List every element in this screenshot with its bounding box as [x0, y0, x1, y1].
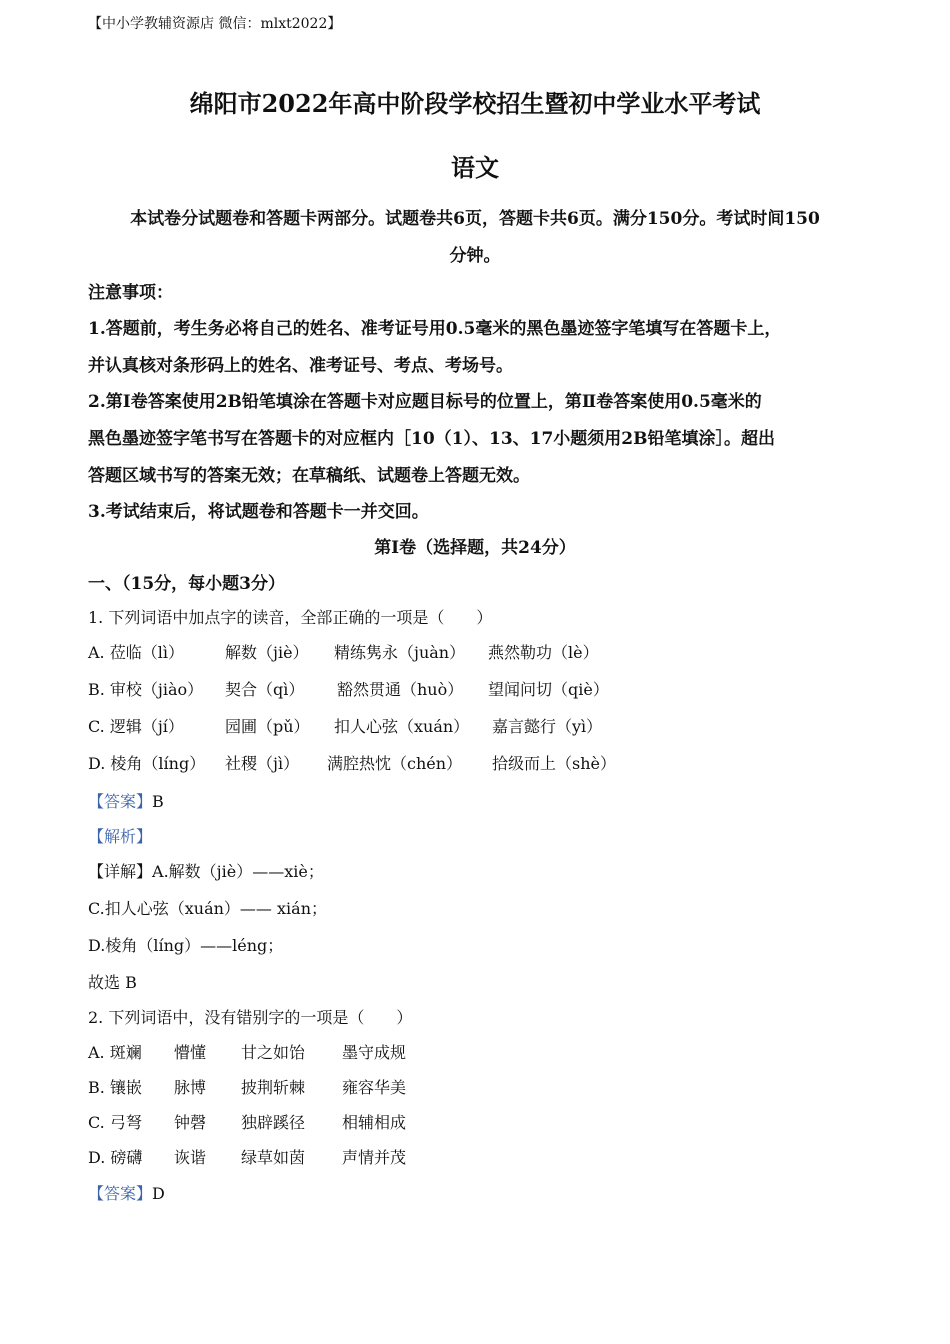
q2-b-2: 脉博 — [174, 1078, 207, 1097]
q1-stem: 1. 下列词语中加点字的读音，全部正确的一项是（ ） — [88, 608, 493, 627]
q1-conclusion: 故选 B — [88, 973, 137, 992]
q2-answer-value: D — [152, 1184, 165, 1203]
intro-line-1: 本试卷分试题卷和答题卡两部分。试题卷共6页，答题卡共6页。满分150分。考试时间150 — [130, 209, 820, 229]
q1-analysis-label: 【解析】 — [88, 827, 153, 846]
q2-a-4: 墨守成规 — [342, 1043, 407, 1062]
q2-d-3: 绿草如茵 — [241, 1148, 306, 1167]
q1-detail-a-text: A.解数（jiè）——xiè； — [152, 862, 324, 881]
q2-a-3: 甘之如饴 — [241, 1043, 306, 1062]
q2-c-1: C. 弓弩 — [88, 1113, 142, 1132]
notes-heading: 注意事项： — [88, 283, 173, 303]
q1-d-3: 满腔热忱（chén） — [327, 754, 463, 773]
subject-title: 语文 — [451, 153, 499, 182]
q2-b-4: 雍容华美 — [342, 1078, 407, 1097]
q1-detail-a — [88, 859, 324, 882]
q2-answer-label: 【答案】 — [88, 1184, 153, 1203]
q2-a-1: A. 斑斓 — [88, 1043, 142, 1062]
q2-c-3: 独辟蹊径 — [241, 1113, 306, 1132]
q2-d-4: 声情并茂 — [342, 1148, 407, 1167]
q1-a-3: 精练隽永（juàn） — [334, 643, 466, 662]
note-2-line-1: 2.第Ⅰ卷答案使用2B铅笔填涂在答题卡对应题目标号的位置上，第Ⅱ卷答案使用0.5毫米的 — [88, 392, 762, 412]
note-2-line-3: 答题区域书写的答案无效；在草稿纸、试题卷上答题无效。 — [88, 466, 530, 486]
q1-b-1: B. 审校（jiào） — [88, 680, 204, 699]
q1-detail-c: C.扣人心弦（xuán）—— xián； — [88, 899, 328, 918]
q1-d-4: 拾级而上（shè） — [492, 754, 616, 773]
intro-line-2: 分钟。 — [449, 246, 501, 266]
q2-b-1: B. 镶嵌 — [88, 1078, 142, 1097]
q2-b-3: 披荆斩棘 — [241, 1078, 306, 1097]
q2-a-2: 懵懂 — [174, 1043, 207, 1062]
q2-answer — [88, 1181, 165, 1204]
exam-title: 绵阳市2022年高中阶段学校招生暨初中学业水平考试 — [189, 89, 761, 118]
q1-c-1: C. 逻辑（jí） — [88, 717, 184, 736]
q1-detail-label: 【详解】 — [88, 862, 153, 881]
q2-d-1: D. 磅礴 — [88, 1148, 143, 1167]
q1-d-1: D. 棱角（líng） — [88, 754, 206, 773]
q1-a-4: 燕然勒功（lè） — [488, 643, 599, 662]
q1-detail-d: D.棱角（líng）——léng； — [88, 936, 284, 955]
note-2-line-2: 黑色墨迹签字笔书写在答题卡的对应框内［10（1）、13、17小题须用2B铅笔填涂］。超出 — [88, 429, 775, 449]
q1-d-2: 社稷（jì） — [225, 754, 300, 773]
note-1-line-1: 1.答题前，考生务必将自己的姓名、准考证号用0.5毫米的黑色墨迹签字笔填写在答题卡上， — [88, 319, 782, 339]
q1-b-2: 契合（qì） — [225, 680, 305, 699]
note-1-line-2: 并认真核对条形码上的姓名、准考证号、考点、考场号。 — [88, 356, 513, 376]
part-1-title: 第Ⅰ卷（选择题，共24分） — [374, 538, 576, 558]
section-1-title: 一、（15分，每小题3分） — [88, 574, 285, 594]
q2-c-4: 相辅相成 — [342, 1113, 407, 1132]
q2-stem: 2. 下列词语中，没有错别字的一项是（ ） — [88, 1008, 413, 1027]
note-3: 3.考试结束后，将试题卷和答题卡一并交回。 — [88, 502, 429, 522]
q1-b-4: 望闻问切（qiè） — [488, 680, 609, 699]
q1-a-1: A. 莅临（lì） — [88, 643, 184, 662]
q1-c-4: 嘉言懿行（yì） — [492, 717, 603, 736]
q1-a-2: 解数（jiè） — [225, 643, 309, 662]
q2-d-2: 诙谐 — [174, 1148, 207, 1167]
q1-answer — [88, 789, 164, 812]
q2-c-2: 钟磬 — [174, 1113, 207, 1132]
page-header: 【中小学教辅资源店 微信：mlxt2022】 — [88, 16, 342, 32]
q1-answer-value: B — [152, 792, 164, 811]
q1-c-2: 园圃（pǔ） — [225, 717, 310, 736]
q1-c-3: 扣人心弦（xuán） — [334, 717, 470, 736]
q1-b-3: 豁然贯通（huò） — [337, 680, 464, 699]
q1-answer-label: 【答案】 — [88, 792, 153, 811]
